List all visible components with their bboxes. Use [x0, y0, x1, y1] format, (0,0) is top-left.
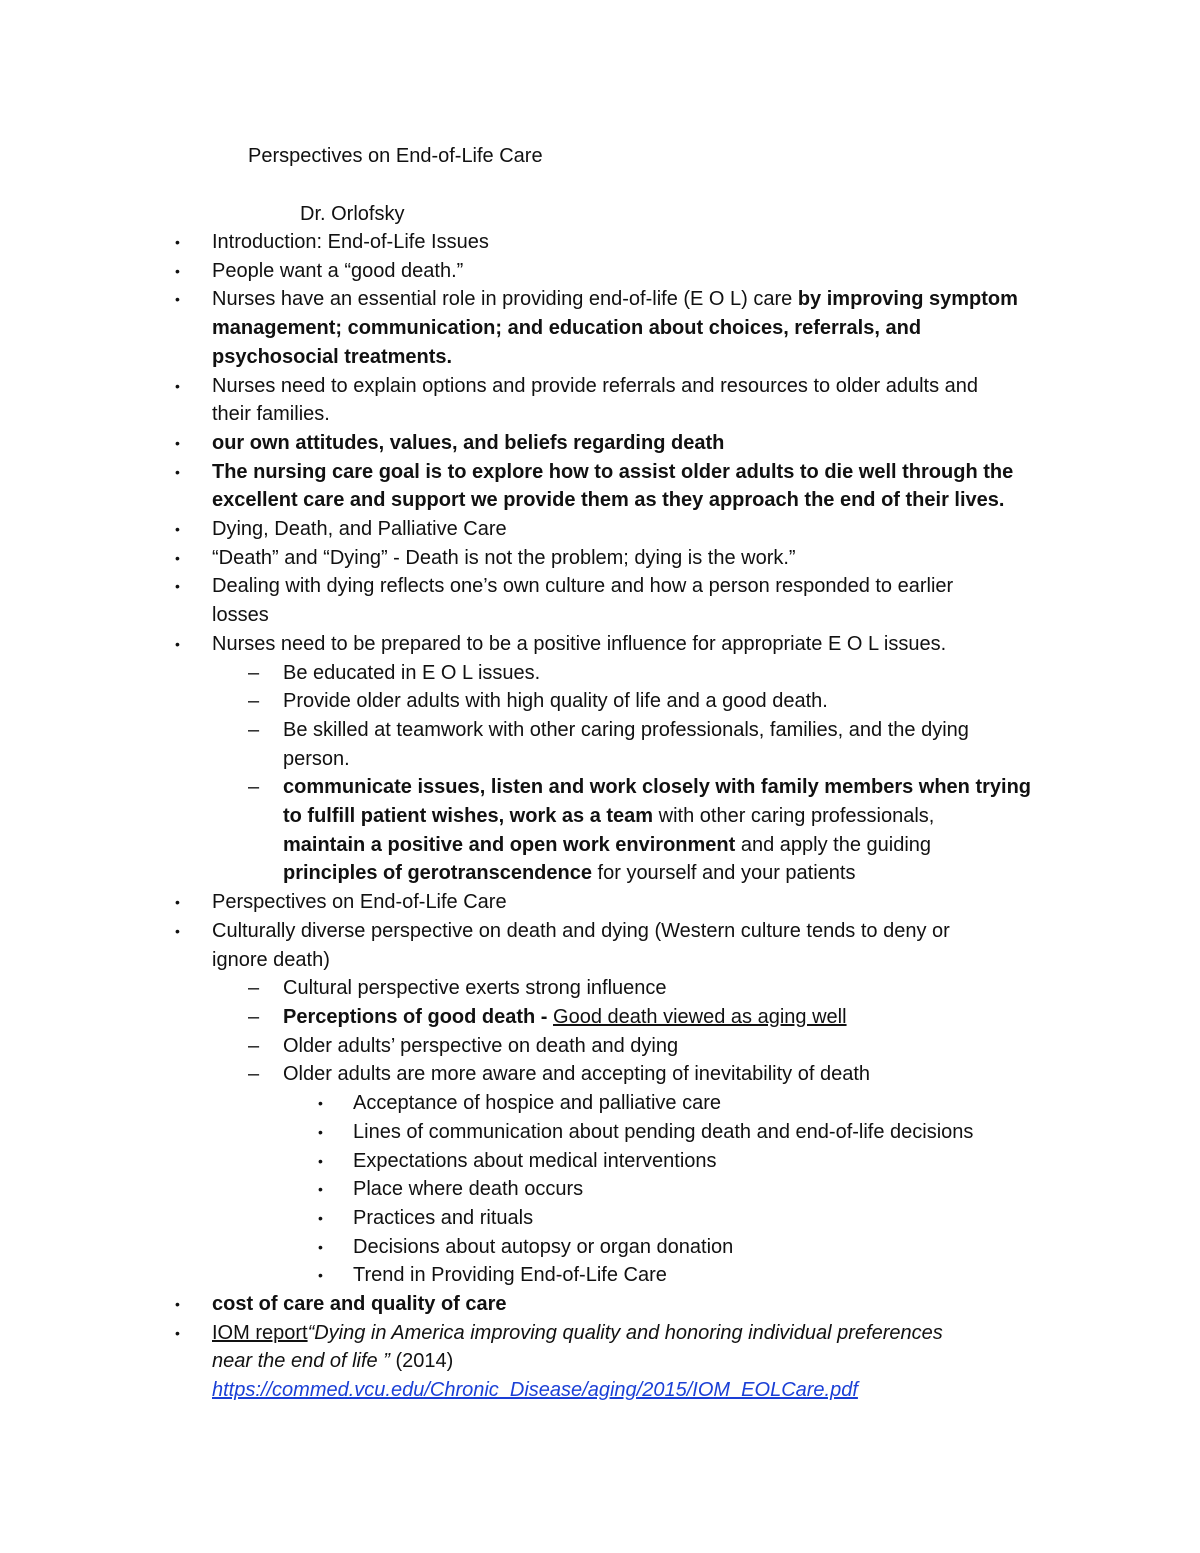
list-item: • IOM report“Dying in America improving quality and honoring individual preferences — [175, 1319, 1075, 1348]
bullet-icon: • — [175, 521, 180, 538]
sub-list-item: – Be educated in E O L issues. — [175, 659, 1075, 688]
bullet-icon: • — [318, 1152, 323, 1169]
list-item: • People want a “good death.” — [175, 257, 1075, 286]
sub-list-item: – communicate issues, listen and work closely with family members when trying — [175, 773, 1075, 802]
sub-sub-list-item: • Trend in Providing End-of-Life Care — [175, 1261, 1075, 1290]
dash-icon: – — [248, 690, 260, 713]
sub-list-item: – Perceptions of good death - Good death viewed as aging well — [175, 1003, 1075, 1032]
sub-list-item: – Cultural perspective exerts strong influence — [175, 974, 1075, 1003]
iom-url-link[interactable]: https://commed.vcu.edu/Chronic_Disease/aging/2015/IOM_EOLCare.pdf — [212, 1379, 858, 1402]
dash-icon: – — [248, 977, 260, 1000]
list-item: • “Death” and “Dying” - Death is not the problem; dying is the work.” — [175, 544, 1075, 573]
dash-icon: – — [248, 1005, 260, 1028]
dash-icon: – — [248, 718, 260, 741]
dash-icon: – — [248, 1063, 260, 1086]
list-item-continuation: psychosocial treatments. — [212, 345, 453, 368]
bullet-icon: • — [318, 1181, 323, 1198]
dash-icon: – — [248, 776, 260, 799]
list-item-continuation: their families. — [212, 403, 330, 426]
bullet-icon: • — [175, 377, 180, 394]
list-item: • Introduction: End-of-Life Issues — [175, 228, 1075, 257]
sub-list-item-continuation: to fulfill patient wishes, work as a team with other caring professionals, — [283, 805, 935, 828]
sub-list-item: – Older adults are more aware and accepting of inevitability of death — [175, 1060, 1075, 1089]
sub-list-item: – Be skilled at teamwork with other caring professionals, families, and the dying — [175, 716, 1075, 745]
sub-list-item: – Older adults’ perspective on death and dying — [175, 1032, 1075, 1061]
bullet-icon: • — [318, 1123, 323, 1140]
sub-sub-list-item: • Decisions about autopsy or organ donation — [175, 1233, 1075, 1262]
sub-sub-list-item: • Acceptance of hospice and palliative care — [175, 1089, 1075, 1118]
bullet-icon: • — [175, 894, 180, 911]
bullet-icon: • — [175, 463, 180, 480]
list-item: • cost of care and quality of care — [175, 1290, 1075, 1319]
list-item-continuation: losses — [212, 604, 269, 627]
list-item: • our own attitudes, values, and beliefs regarding death — [175, 429, 1075, 458]
bullet-icon: • — [175, 578, 180, 595]
sub-sub-list-item: • Lines of communication about pending death and end-of-life decisions — [175, 1118, 1075, 1147]
bullet-icon: • — [175, 922, 180, 939]
bullet-icon: • — [175, 262, 180, 279]
document-title: Perspectives on End-of-Life Care — [248, 145, 543, 167]
sub-sub-list-item: • Place where death occurs — [175, 1175, 1075, 1204]
sub-list-item-continuation: principles of gerotranscendence for yourself and your patients — [283, 862, 856, 885]
dash-icon: – — [248, 661, 260, 684]
bullet-icon: • — [175, 234, 180, 250]
list-item-continuation — [175, 1376, 1075, 1405]
author-name: Dr. Orlofsky — [300, 203, 405, 225]
bullet-icon: • — [175, 291, 180, 308]
list-item-continuation: management; communication; and education about choices, referrals, and — [212, 317, 922, 340]
bullet-icon: • — [175, 635, 180, 652]
list-item: • Culturally diverse perspective on death and dying (Western culture tends to deny or — [175, 917, 1075, 946]
list-item-continuation: excellent care and support we provide them as they approach the end of their lives. — [212, 489, 1005, 512]
bullet-icon: • — [318, 1095, 323, 1112]
dash-icon: – — [248, 1034, 260, 1057]
sub-list-item-continuation: person. — [283, 747, 350, 770]
bullet-icon: • — [318, 1209, 323, 1226]
sub-list-item-continuation: maintain a positive and open work environment and apply the guiding — [283, 833, 932, 856]
bullet-list — [175, 228, 1075, 1405]
list-item-continuation: near the end of life ” (2014) — [212, 1350, 454, 1373]
sub-sub-list-item: • Practices and rituals — [175, 1204, 1075, 1233]
list-item: • Nurses need to be prepared to be a positive influence for appropriate E O L issues. — [175, 630, 1075, 659]
bullet-icon: • — [175, 434, 180, 451]
list-item: • Dying, Death, and Palliative Care — [175, 515, 1075, 544]
list-item: • Nurses need to explain options and provide referrals and resources to older adults and — [175, 372, 1075, 401]
list-item: • Nurses have an essential role in providing end-of-life (E O L) care by improving symptom — [175, 285, 1075, 314]
iom-report-link[interactable]: IOM report — [212, 1321, 308, 1344]
list-item: • The nursing care goal is to explore how to assist older adults to die well through the — [175, 458, 1075, 487]
bullet-icon: • — [175, 1296, 180, 1313]
bullet-icon: • — [318, 1267, 323, 1284]
list-item: • Perspectives on End-of-Life Care — [175, 888, 1075, 917]
list-item: • Dealing with dying reflects one’s own culture and how a person responded to earlier — [175, 572, 1075, 601]
sub-sub-list-item: • Expectations about medical interventions — [175, 1147, 1075, 1176]
bullet-icon: • — [175, 1324, 180, 1341]
list-item-continuation: ignore death) — [212, 948, 330, 971]
bullet-icon: • — [175, 549, 180, 566]
bullet-icon: • — [318, 1238, 323, 1255]
sub-list-item: – Provide older adults with high quality of life and a good death. — [175, 687, 1075, 716]
